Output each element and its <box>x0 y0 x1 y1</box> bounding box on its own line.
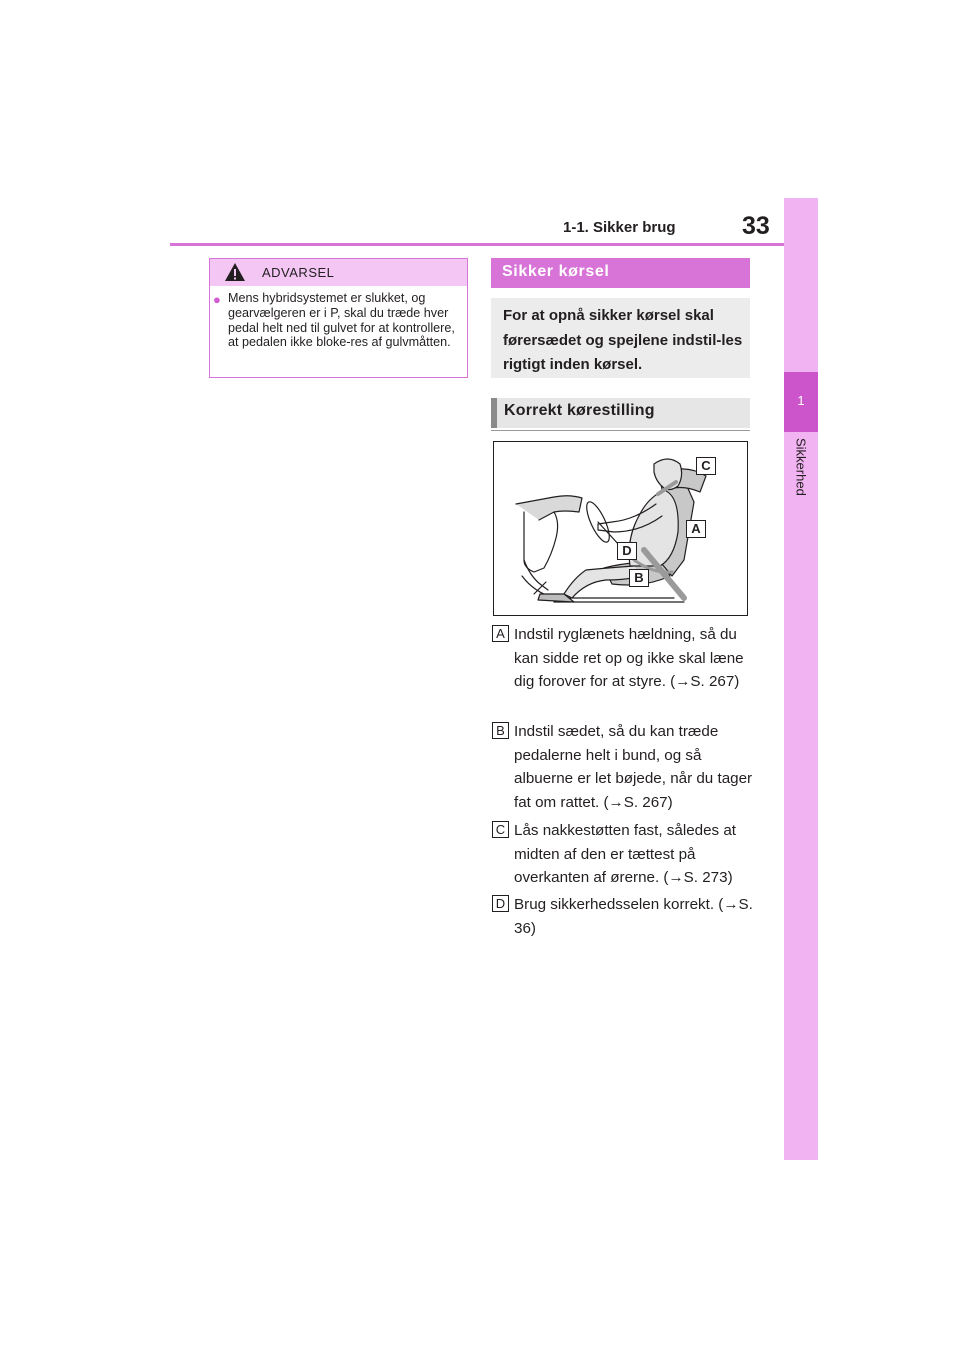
page-number: 33 <box>742 212 770 240</box>
chapter-side-tab <box>784 198 818 1160</box>
subheading <box>491 398 750 428</box>
chapter-label-text: Sikkerhed <box>793 438 809 496</box>
subheading-text: Korrekt kørestilling <box>504 402 655 419</box>
warning-text: Mens hybridsystemet er slukket, og gearvælgeren er i P, skal du træde hver pedal helt ned til gulvet for at kontrollere, at pedalen ikke bloke-res af gulvmåtten. <box>228 291 455 350</box>
warning-triangle-icon <box>224 262 246 282</box>
header-rule <box>170 243 784 246</box>
step-marker-d: D <box>492 895 509 912</box>
step-marker-b: B <box>492 722 509 739</box>
chapter-number: 1 <box>797 393 805 408</box>
warning-title: ADVARSEL <box>262 265 335 280</box>
warning-header <box>210 259 467 286</box>
figure-label-b: B <box>629 569 649 587</box>
step-text-a: Indstil ryglænets hældning, så du kan sidde ret op og ikke skal læne dig forover for at styre. (→S. 267) <box>514 626 744 690</box>
step-marker-a: A <box>492 625 509 642</box>
intro-text: For at opnå sikker kørsel skal førersædet og spejlene indstil-les rigtigt inden kørsel. <box>503 307 743 373</box>
chapter-label <box>786 438 816 518</box>
step-text-d: Brug sikkerhedsselen korrekt. (→S. 36) <box>514 896 753 937</box>
section-heading-text: Sikker kørsel <box>502 263 610 280</box>
section-title: 1-1. Sikker brug <box>563 219 676 236</box>
step-text-b: Indstil sædet, så du kan træde pedalerne helt i bund, og så albuerne er let bøjede, når du tager fat om rattet. (→S. 267) <box>514 723 753 811</box>
figure-label-a: A <box>686 520 706 538</box>
step-marker-c: C <box>492 821 509 838</box>
bullet-icon: ● <box>213 292 221 307</box>
figure-label-c: C <box>696 457 716 475</box>
subheading-rule <box>491 430 750 431</box>
section-heading <box>491 258 750 288</box>
driving-position-figure <box>493 441 748 616</box>
figure-label-d: D <box>617 542 637 560</box>
step-text-c: Lås nakkestøtten fast, således at midten af den er tættest på overkanten af ørerne. (→S. 273) <box>514 822 737 886</box>
